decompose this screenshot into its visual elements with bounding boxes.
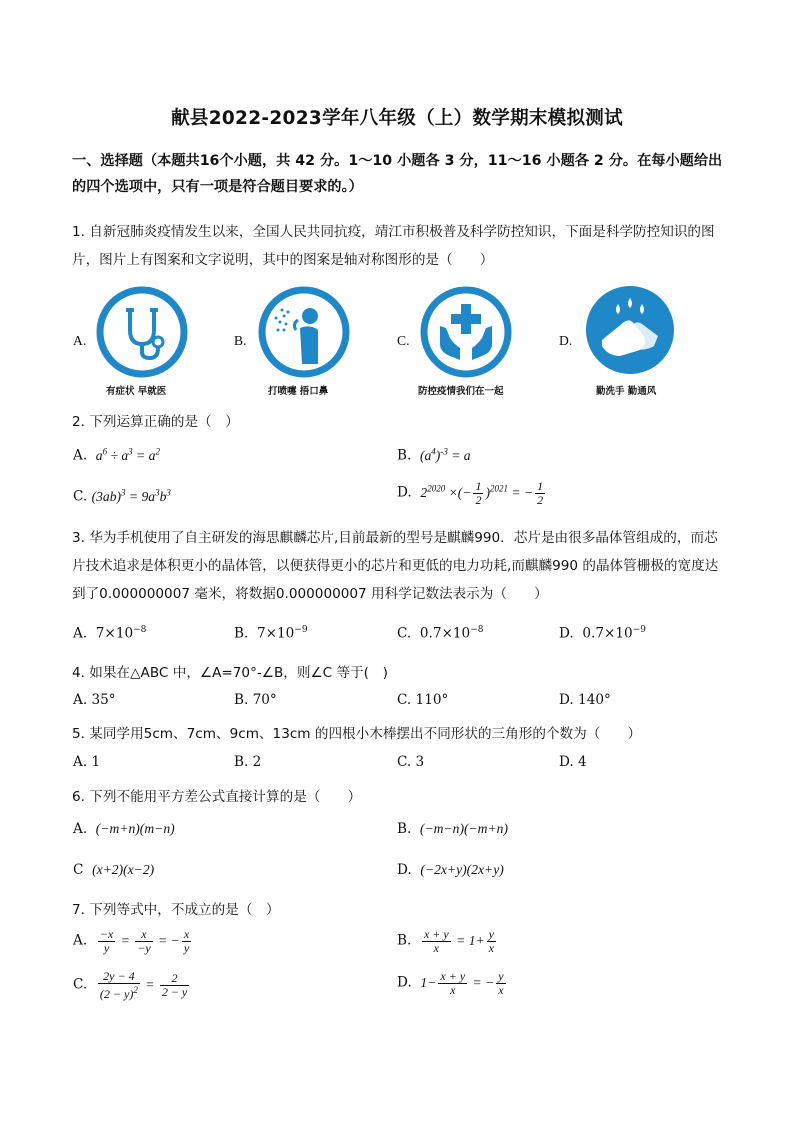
question-2-text: 2. 下列运算正确的是（ ） xyxy=(72,414,239,430)
option-label: A. xyxy=(73,447,88,464)
option-label: C xyxy=(73,862,84,878)
question-4-option-b[interactable]: B. 70° xyxy=(234,692,277,708)
question-4-option-d[interactable]: D. 140° xyxy=(559,692,611,708)
option-label: C. xyxy=(73,976,88,993)
question-2-option-d[interactable] xyxy=(397,480,547,507)
math-expression: (x+2)(x−2) xyxy=(92,862,155,877)
option-label: A. xyxy=(73,821,88,837)
option-label: A. xyxy=(73,625,88,642)
option-b-caption: 打喷嚏 捂口鼻 xyxy=(268,386,329,397)
question-7-option-d[interactable] xyxy=(397,970,508,997)
question-5-text: 5. 某同学用5cm、7cm、9cm、13cm 的四根小木棒摆出不同形状的三角形的个数为（ ） xyxy=(72,726,642,742)
math-expression: 1− $\frac{x + y}{x}$ = − $\frac{y}{x}$ xyxy=(420,969,504,997)
math-expression: $2^{2020}$ ×(− $\frac{1}{2}$ )$^{2021}$ = − $\frac{1}{2}$ xyxy=(420,479,544,507)
option-label: C. xyxy=(397,625,412,642)
question-3-text: 3. 华为手机使用了自主研发的海思麒麟芯片,目前最新的型号是麒麟990．芯片是由很多晶体管组成的，而芯片技术追求是体积更小的晶体管，以便获得更小的芯片和更低的电力功耗,而麒麟990 的晶体管栅极的宽度达到了0.000000007 毫米，将数据0.000000007 用科学记数法表示为（ ） xyxy=(72,530,719,602)
option-label: B. xyxy=(397,932,412,949)
question-3-option-d[interactable]: D. $0.7\times 10^{-9}$ xyxy=(559,625,646,642)
question-5-option-b[interactable]: B. 2 xyxy=(234,754,262,770)
section-heading: 一、选择题（本题共16个小题，共 42 分。1～10 小题各 3 分，11～16 小题各 2 分。在每小题给出的四个选项中，只有一项是符合题目要求的。） xyxy=(72,153,723,195)
hands-cross-icon xyxy=(420,286,512,378)
option-c-label[interactable]: C. xyxy=(397,333,410,348)
question-5-option-d[interactable]: D. 4 xyxy=(559,754,587,770)
question-2-option-b[interactable] xyxy=(397,446,471,464)
question-6-text: 6. 下列不能用平方差公式直接计算的是（ ） xyxy=(72,789,362,805)
question-7-option-b[interactable] xyxy=(397,928,498,955)
question-5-option-c[interactable]: C. 3 xyxy=(397,754,425,770)
option-d-label[interactable]: D. xyxy=(559,333,573,348)
math-expression: (−m−n)(−m+n) xyxy=(419,821,508,836)
question-6-option-d[interactable] xyxy=(397,862,504,878)
option-d-caption: 勤洗手 勤通风 xyxy=(596,386,657,397)
question-5-option-a[interactable]: A. 1 xyxy=(73,754,101,770)
math-expression: $\frac{x + y}{x}$ = 1+ $\frac{y}{x}$ xyxy=(423,927,494,955)
math-expression: (−m+n)(m−n) xyxy=(95,821,175,836)
option-label: A. xyxy=(73,932,88,949)
sneeze-icon xyxy=(258,286,350,378)
option-label: D. xyxy=(397,974,412,991)
question-3-option-c[interactable]: C. $0.7\times 10^{-8}$ xyxy=(397,625,484,642)
handwash-icon xyxy=(584,284,676,376)
question-3-option-a[interactable]: A. $7\times 10^{-8}$ xyxy=(73,625,147,642)
question-6-option-b[interactable] xyxy=(397,821,508,837)
option-b-label[interactable]: B. xyxy=(234,333,247,348)
page-title: 献县2022-2023学年八年级（上）数学期末模拟测试 xyxy=(171,108,623,129)
math-expression: $(3ab)^3 = 9a^3b^3$ xyxy=(91,487,171,504)
math-expression: (−2x+y)(2x+y) xyxy=(420,862,504,877)
option-c-caption: 防控疫情我们在一起 xyxy=(418,386,504,397)
question-4-text: 4. 如果在△ABC 中，∠A=70°-∠B，则∠C 等于( ) xyxy=(72,665,388,681)
option-label: C. xyxy=(73,488,88,505)
stethoscope-icon xyxy=(96,286,188,378)
option-label: B. xyxy=(234,625,249,642)
question-7-option-a[interactable] xyxy=(73,928,193,955)
option-a-caption: 有症状 早就医 xyxy=(106,386,167,397)
option-label: D. xyxy=(559,625,574,642)
question-7-text: 7. 下列等式中，不成立的是（ ） xyxy=(72,902,280,918)
question-4-option-a[interactable]: A. 35° xyxy=(73,692,116,708)
question-3-option-b[interactable]: B. $7\times 10^{-9}$ xyxy=(234,625,308,642)
math-expression: $\frac{2y - 4}{(2 - y)^2}$ = $\frac{2}{2 - y}$ xyxy=(99,969,188,1001)
option-label: D. xyxy=(397,862,412,878)
question-6-option-c[interactable] xyxy=(73,862,154,878)
math-expression: $a^6 \div a^3 = a^2$ xyxy=(95,446,160,463)
question-1-text: 1. 自新冠肺炎疫情发生以来，全国人民共同抗疫，靖江市积极普及科学防控知识，下面是科学防控知识的图片，图片上有图案和文字说明，其中的图案是轴对称图形的是（ ） xyxy=(72,224,715,268)
option-label: B. xyxy=(397,821,412,837)
question-7-option-c[interactable] xyxy=(73,970,191,1001)
question-2-option-c[interactable] xyxy=(73,487,171,505)
option-label: D. xyxy=(397,484,412,501)
question-2-option-a[interactable] xyxy=(73,446,160,464)
question-6-option-a[interactable] xyxy=(73,821,175,837)
math-expression: $\frac{-x}{y}$ = $\frac{x}{-y}$ = − $\frac{x}{y}$ xyxy=(99,927,190,955)
option-a-label[interactable]: A. xyxy=(73,333,87,348)
math-expression: $(a^4)^{-3} = a$ xyxy=(419,446,471,463)
question-4-option-c[interactable]: C. 110° xyxy=(397,692,449,708)
option-label: B. xyxy=(397,447,412,464)
